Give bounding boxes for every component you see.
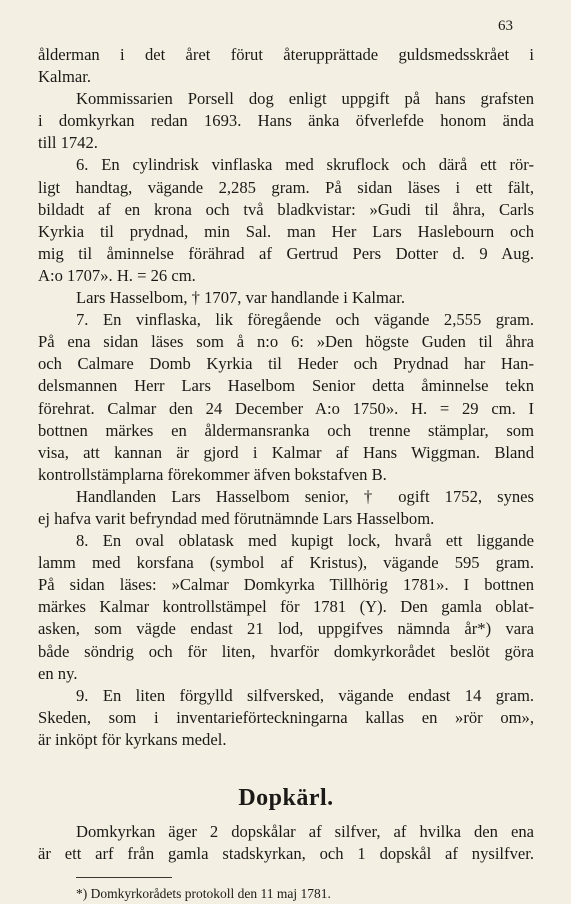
text-line: Lars Hasselbom, † 1707, var handlande i Kalmar.	[76, 288, 406, 308]
text-line: ej hafva varit befryndad med förutnämnde Lars Hasselbom.	[38, 508, 435, 528]
paragraphs-bottom	[38, 821, 534, 865]
spacer	[38, 751, 534, 775]
text-line: Skeden, som i inventarieförteckningarna kallas en »rör om»,	[38, 707, 534, 727]
text-line: lamm med korsfana (symbol af Kristus), vägande 595 gram.	[38, 553, 534, 573]
text-line: märkes Kalmar kontrollstämpel för 1781 (Y). Den gamla oblat-	[38, 597, 534, 617]
text-line: 8. En oval oblatask med kupigt lock, hvarå ett liggande	[76, 531, 534, 551]
text-line: och Calmare Domb Kyrkia til Heder och Prydnad har Han-	[38, 354, 534, 374]
text-line: är ett arf från gamla stadskyrkan, och 1 dopskål af nysilfver.	[38, 844, 534, 864]
text-line: både söndrig och för liten, hvarför domkyrkorådet beslöt göra	[38, 641, 534, 661]
text-line: Kyrkia til prydnad, min Sal. man Her Lars Haslebourn och	[38, 221, 534, 241]
text-line: ålderman i det året förut återupprättade guldsmedsskrået i	[38, 45, 534, 64]
text-line: På ena sidan läses som å n:o 6: »Den högste Guden til åhra	[38, 332, 534, 352]
text-line: kontrollstämplarna förekommer äfven bokstafven B.	[38, 464, 387, 484]
text-line: Domkyrkan äger 2 dopskålar af silfver, af hvilka den ena	[76, 822, 534, 841]
footnote: *) Domkyrkorådets protokoll den 11 maj 1781.	[76, 886, 331, 902]
text-line: A:o 1707». H. = 26 cm.	[38, 265, 196, 285]
text-line: ligt handtag, vägande 2,285 gram. På sidan läses i ett fält,	[38, 177, 534, 197]
text-line: Kommissarien Porsell dog enligt uppgift på hans grafsten	[76, 89, 534, 109]
text-line: bildadt af en krona och två bladkvistar: »Gudi til åhra, Carls	[38, 199, 534, 219]
text-line: förehrat. Calmar den 24 December A:o 1750». H. = 29 cm. I	[38, 398, 534, 418]
text-line: Kalmar.	[38, 67, 91, 87]
text-line: är inköpt för kyrkans medel.	[38, 729, 227, 749]
text-line: 6. En cylindrisk vinflaska med skruflock och därå ett rör-	[76, 155, 534, 175]
text-line: bottnen märkes en åldermansranka och trenne stämplar, som	[38, 420, 534, 440]
text-line: delsmannen Herr Lars Haselbom Senior detta åminnelse tekn	[38, 376, 534, 396]
text-line: 9. En liten förgylld silfversked, vägande endast 14 gram.	[76, 685, 534, 705]
text-line: asken, som vägde endast 21 lod, uppgifves nämnda år*) vara	[38, 619, 534, 639]
text-line: Handlanden Lars Hasselbom senior, † ogift 1752, synes	[76, 486, 534, 506]
page-number: 63	[498, 18, 513, 34]
paragraphs-top	[38, 44, 534, 751]
text-line: På sidan läses: »Calmar Domkyrka Tillhörig 1781». I bottnen	[38, 575, 534, 595]
text-line: 7. En vinflaska, lik föregående och vägande 2,555 gram.	[76, 310, 534, 330]
text-line: i domkyrkan redan 1693. Hans änka öfverlefde honom ända	[38, 111, 534, 131]
body-text	[38, 44, 534, 904]
text-line: mig til åminnelse förährad af Gertrud Pers Dotter d. 9 Aug.	[38, 243, 534, 263]
section-heading: Dopkärl.	[238, 785, 334, 811]
footnote-rule	[76, 877, 172, 878]
text-line: till 1742.	[38, 133, 98, 153]
text-line: en ny.	[38, 663, 78, 683]
text-line: visa, att kannan är gjord i Kalmar af Hans Wiggman. Bland	[38, 442, 534, 462]
